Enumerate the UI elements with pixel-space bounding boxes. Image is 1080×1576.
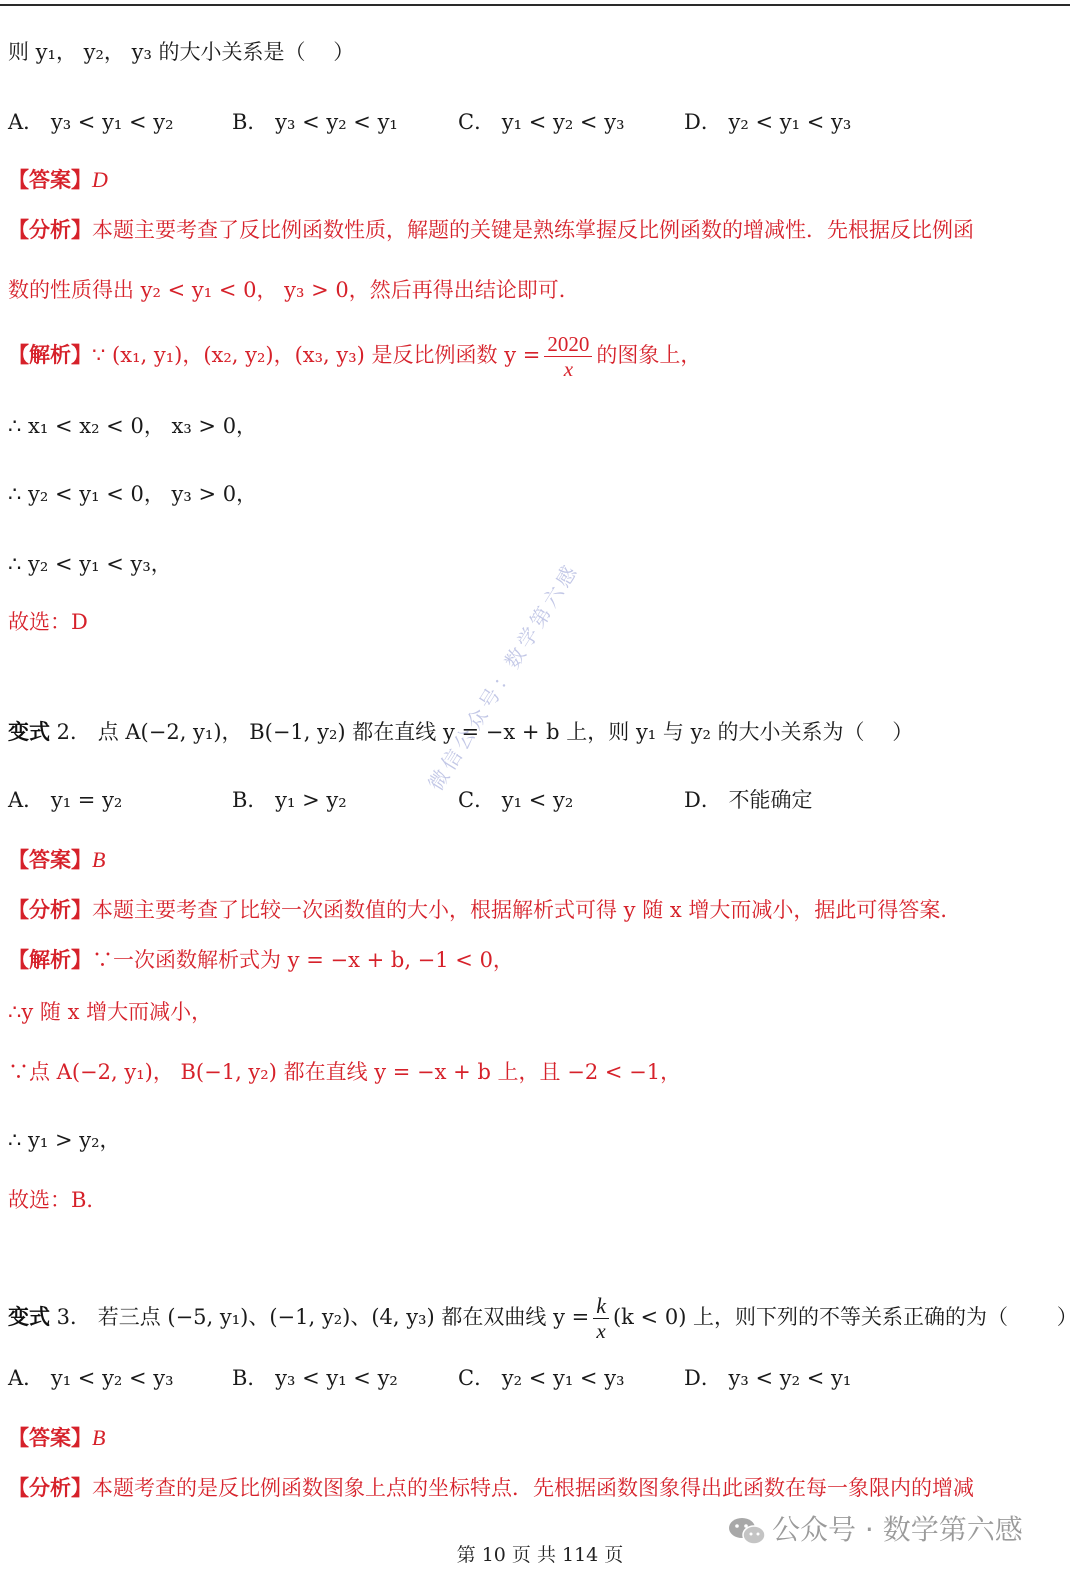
- q1-stem: 则 y₁， y₂， y₃ 的大小关系是（ ）: [8, 40, 355, 64]
- q1-option-d: D． y₂ < y₁ < y₃: [684, 110, 852, 134]
- q2-stem-text: 2． 点 A(−2, y₁)， B(−1, y₂) 都在直线 y = −x + b 上，则 y₁ 与 y₂ 的大小关系为（ ）: [50, 720, 914, 744]
- q2-choose: 故选：B．: [8, 1188, 108, 1212]
- q3-stem: [8, 1294, 1078, 1343]
- q3-option-b: B． y₃ < y₁ < y₂: [232, 1366, 398, 1390]
- variant-head: 变式: [8, 1304, 50, 1329]
- q3-option-a: A． y₁ < y₂ < y₃: [8, 1366, 174, 1390]
- q3-analysis: [8, 1474, 974, 1502]
- q1-choose: 故选：D: [8, 610, 88, 634]
- top-rule: [0, 4, 1070, 6]
- answer-value: D: [92, 167, 108, 192]
- fraction-k-over-x: $\frac{k}{x}$: [593, 1294, 609, 1343]
- q2-option-d: D． 不能确定: [684, 788, 813, 812]
- q1-solution: [8, 332, 701, 381]
- solution-text: ∵ (x₁, y₁)，(x₂, y₂)，(x₃, y₃) 是反比例函数 y =: [92, 343, 541, 367]
- variant-head: 变式: [8, 719, 50, 744]
- answer-tag: 【答案】: [8, 167, 92, 192]
- q3-option-c: C． y₂ < y₁ < y₃: [458, 1366, 625, 1390]
- analysis-text: 本题主要考查了比较一次函数值的大小，根据解析式可得 y 随 x 增大而减小，据此可得答案．: [92, 898, 962, 922]
- answer-value: B: [92, 847, 106, 872]
- q1-option-b: B． y₃ < y₂ < y₁: [232, 110, 398, 134]
- q3-stem-post: (k < 0) 上，则下列的不等关系正确的为（ ）: [612, 1305, 1078, 1329]
- q2-solution: [8, 946, 514, 974]
- answer-tag: 【答案】: [8, 847, 92, 872]
- q2-step-2: ∵点 A(−2, y₁)， B(−1, y₂) 都在直线 y = −x + b 上，且 −2 < −1，: [8, 1060, 682, 1084]
- solution-tag: 【解析】: [8, 342, 92, 367]
- analysis-text: 本题考查的是反比例函数图象上点的坐标特点．先根据函数图象得出此函数在每一象限内的增减: [92, 1476, 974, 1500]
- q1-option-c: C． y₁ < y₂ < y₃: [458, 110, 625, 134]
- q2-analysis: [8, 896, 961, 924]
- analysis-tag: 【分析】: [8, 897, 92, 922]
- analysis-tag: 【分析】: [8, 1475, 92, 1500]
- answer-value: B: [92, 1425, 106, 1450]
- q1-step-3: ∴ y₂ < y₁ < y₃，: [8, 552, 172, 576]
- brand-text: 公众号 · 数学第六感: [772, 1513, 1023, 1546]
- q3-answer: [8, 1424, 105, 1452]
- q1-step-1: ∴ x₁ < x₂ < 0， x₃ > 0，: [8, 414, 258, 438]
- analysis-tag: 【分析】: [8, 217, 92, 242]
- q1-option-a: A． y₃ < y₁ < y₂: [8, 110, 174, 134]
- q2-option-a: A． y₁ = y₂: [8, 788, 123, 812]
- q2-option-c: C． y₁ < y₂: [458, 788, 574, 812]
- q3-option-d: D． y₃ < y₂ < y₁: [684, 1366, 852, 1390]
- fraction-2020-over-x: $\frac{2020}{x}$: [544, 332, 592, 381]
- answer-tag: 【答案】: [8, 1425, 92, 1450]
- solution-tag: 【解析】: [8, 947, 92, 972]
- solution-text-post: 的图象上，: [596, 343, 702, 367]
- solution-text: ∵一次函数解析式为 y = −x + b, −1 < 0，: [92, 948, 514, 972]
- q2-answer: [8, 846, 105, 874]
- q1-step-2: ∴ y₂ < y₁ < 0， y₃ > 0，: [8, 482, 258, 506]
- q3-stem-text: 3． 若三点 (−5, y₁)、(−1, y₂)、(4, y₃) 都在双曲线 y =: [50, 1305, 590, 1329]
- q1-analysis-cont: 数的性质得出 y₂ < y₁ < 0， y₃ > 0，然后再得出结论即可．: [8, 278, 580, 302]
- q2-option-b: B． y₁ > y₂: [232, 788, 347, 812]
- q1-answer: [8, 166, 108, 194]
- q2-step-3: ∴ y₁ > y₂，: [8, 1128, 121, 1152]
- page-footer: 第 10 页 共 114 页: [456, 1544, 624, 1566]
- watermark-text: 微信公众号：数学第六感: [423, 558, 584, 795]
- analysis-text: 本题主要考查了反比例函数性质，解题的关键是熟练掌握反比例函数的增减性．先根据反比例函: [92, 218, 974, 242]
- q2-step-1: ∴y 随 x 增大而减小，: [8, 1000, 213, 1024]
- q1-analysis: [8, 216, 974, 244]
